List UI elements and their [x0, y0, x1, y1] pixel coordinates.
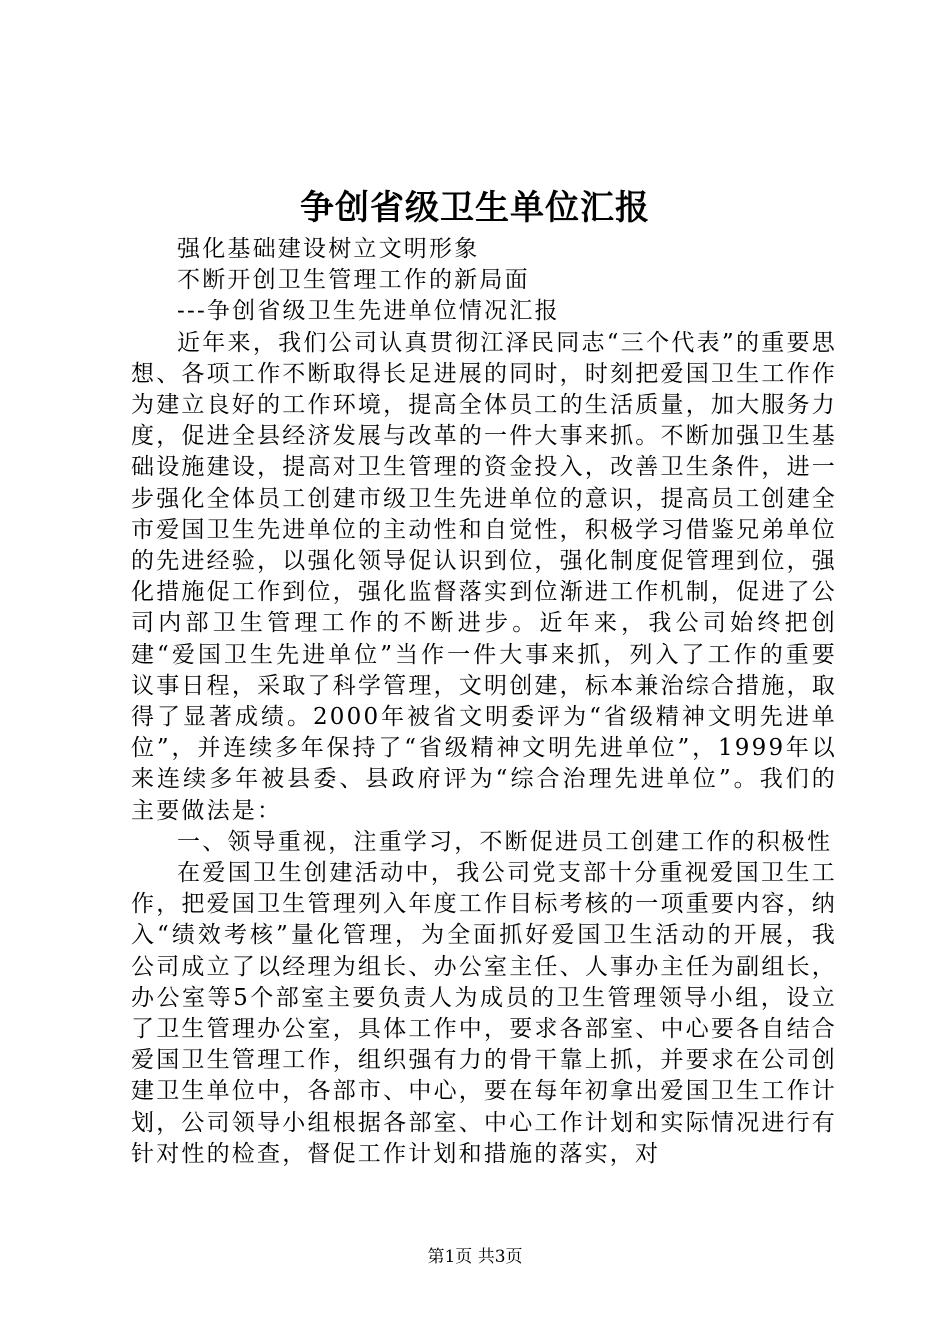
subtitle-line-1: 强化基础建设树立文明形象 [177, 236, 480, 262]
document-title: 争创省级卫生单位汇报 [300, 188, 650, 228]
body-paragraph: 近年来，我们公司认真贯彻江泽民同志“三个代表”的重要思想、各项工作不断取得长足进展的同时，时刻把爱国卫生工作作为建立良好的工作环境，提高全体员工的生活质量，加大服务力度，促进全县经济发展与改革的一件大事来抓。不断加强卫生基础设施建设，提高对卫生管理的资金投入，改善卫生条件，进一步强化全体员工创建市级卫生先进单位的意识，提高员工创建全市爱国卫生先进单位的主动性和自觉性，积极学习借鉴兄弟单位的先进经验，以强化领导促认识到位，强化制度促管理到位，强化措施促工作到位，强化监督落实到位渐进工作机制，促进了公司内部卫生管理工作的不断进步。近年来，我公司始终把创建“爱国卫生先进单位”当作一件大事来抓，列入了工作的重要议事日程，采取了科学管理，文明创建，标本兼治综合措施，取得了显著成绩。2000年被省文明委评为“省级精神文明先进单位”，并连续多年保持了“省级精神文明先进单位”，1999年以来连续多年被县委、县政府评为“综合治理先进单位”。我们的主要做法是： [131, 329, 837, 824]
body-paragraph: 在爱国卫生创建活动中，我公司党支部十分重视爱国卫生工作，把爱国卫生管理列入年度工作目标考核的一项重要内容，纳入“绩效考核”量化管理，为全面抓好爱国卫生活动的开展，我公司成立了以经理为组长、办公室主任、人事办主任为副组长，办公室等5个部室主要负责人为成员的卫生管理领导小组，设立了卫生管理办公室，具体工作中，要求各部室、中心要各自结合爱国卫生管理工作，组织强有力的骨干靠上抓，并要求在公司创建卫生单位中，各部市、中心，要在每年初拿出爱国卫生工作计划，公司领导小组根据各部室、中心工作计划和实际情况进行有针对性的检查，督促工作计划和措施的落实，对 [131, 860, 837, 1167]
subtitle-line-3: ---争创省级卫生先进单位情况汇报 [177, 298, 560, 325]
document-body [131, 234, 837, 1170]
subtitle-line-2: 不断开创卫生管理工作的新局面 [177, 267, 530, 294]
section-heading: 一、领导重视，注重学习，不断促进员工创建工作的积极性 [177, 828, 833, 855]
page-footer: 第1页 共3页 [427, 1247, 523, 1267]
